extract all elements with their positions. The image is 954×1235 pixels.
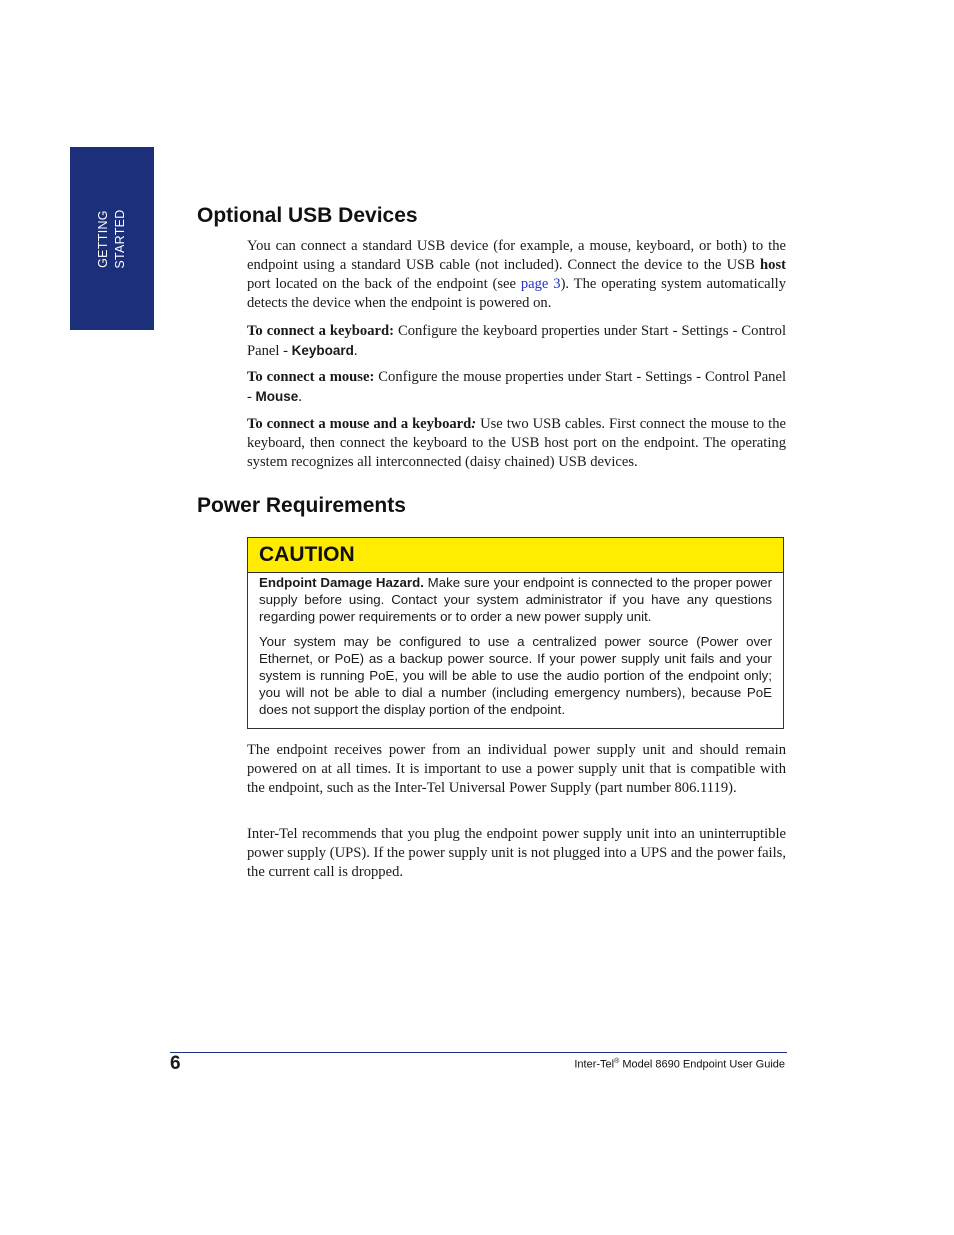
mouse-instruction: To connect a mouse: Configure the mouse properties under Start - Settings - Control Panel - Mouse. — [247, 369, 786, 405]
power-paragraph-2: Inter-Tel recommends that you plug the endpoint power supply unit into an uninterruptible power supply (UPS). If the power supply unit is not plugged into a UPS and the power fails, the current call is dropped. — [247, 826, 786, 880]
power-heading: Power Requirements — [197, 494, 406, 517]
caution-paragraph-2: Your system may be configured to use a centralized power source (Power over Ethernet, or PoE) as a backup power source. If your power supply unit fails and your system is running PoE, you will be able to use the audio portion of the endpoint only; you will not be able to dial a number (including emergency numbers), because PoE does not support the display portion of the endpoint. — [259, 634, 772, 717]
page-number: 6 — [170, 1053, 181, 1074]
caution-box — [247, 537, 784, 729]
page-3-link[interactable]: page 3 — [520, 276, 561, 292]
caution-paragraph-1: Endpoint Damage Hazard. Make sure your endpoint is connected to the proper power supply before using. Contact your system administrator if you have any questions regarding power requirements or to order a new power supply unit. — [259, 575, 772, 624]
chapter-tab-label: GETTING STARTED — [96, 209, 127, 269]
caution-title: CAUTION — [248, 538, 783, 573]
usb-section — [247, 237, 786, 313]
chapter-tab — [70, 147, 154, 330]
usb-intro-paragraph: You can connect a standard USB device (for example, a mouse, keyboard, or both) to the endpoint using a standard USB cable (not included). Connect the device to the USB host port located on the back of the endpoint (see page 3). The operating system automatically detects the device when the endpoint is powered on. — [247, 238, 786, 311]
keyboard-instruction: To connect a keyboard: Configure the keyboard properties under Start - Settings - Control Panel - Keyboard. — [247, 323, 787, 359]
power-paragraph-1: The endpoint receives power from an individual power supply unit and should remain powered on at all times. It is important to use a power supply unit that is compatible with the endpoint, such as the Inter-Tel Universal Power Supply (part number 806.1119). — [247, 742, 786, 796]
usb-heading: Optional USB Devices — [197, 204, 418, 227]
footer-title: Inter-Tel® Model 8690 Endpoint User Guide — [574, 1058, 785, 1071]
footer-rule — [170, 1052, 787, 1053]
mouse-keyboard-instruction: To connect a mouse and a keyboard: Use two USB cables. First connect the mouse to the keyboard, then connect the keyboard to the USB host port on the endpoint. The operating system recognizes all interconnected (daisy chained) USB devices. — [247, 416, 786, 470]
